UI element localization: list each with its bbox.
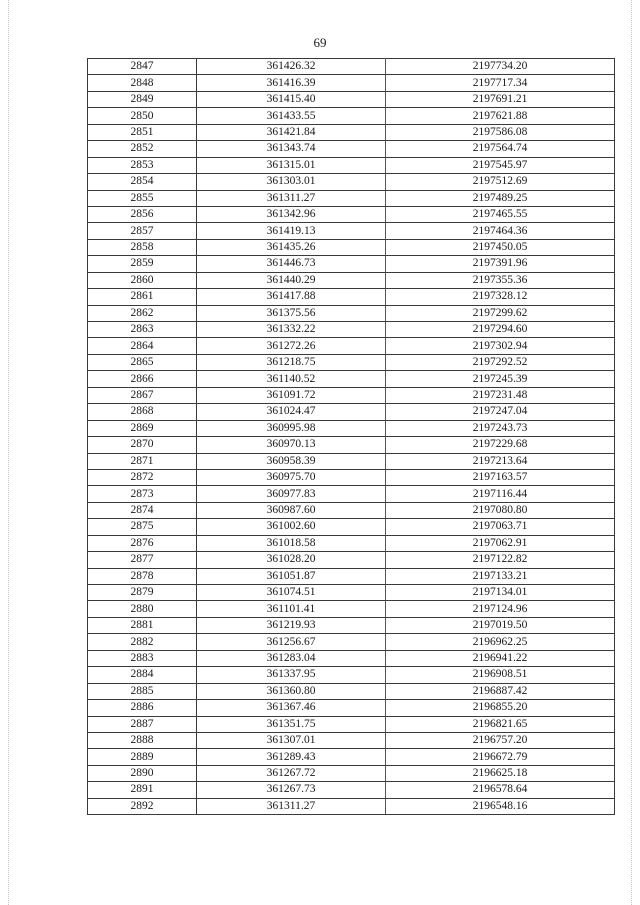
- table-row: [88, 782, 615, 798]
- point-number: 2881: [88, 617, 197, 633]
- point-number: 2882: [88, 634, 197, 650]
- point-number: 2885: [88, 683, 197, 699]
- y-coordinate: 2196578.64: [386, 782, 615, 798]
- table-row: [88, 502, 615, 518]
- x-coordinate: 361272.26: [197, 338, 386, 354]
- x-coordinate: 361332.22: [197, 322, 386, 338]
- x-coordinate: 361303.01: [197, 174, 386, 190]
- table-row: [88, 404, 615, 420]
- table-row: [88, 585, 615, 601]
- x-coordinate: 361051.87: [197, 568, 386, 584]
- y-coordinate: 2197243.73: [386, 420, 615, 436]
- point-number: 2880: [88, 601, 197, 617]
- point-number: 2872: [88, 469, 197, 485]
- point-number: 2892: [88, 798, 197, 814]
- coordinate-table: [87, 58, 615, 815]
- point-number: 2847: [88, 59, 197, 75]
- x-coordinate: 361342.96: [197, 206, 386, 222]
- point-number: 2857: [88, 223, 197, 239]
- y-coordinate: 2197134.01: [386, 585, 615, 601]
- table-row: [88, 749, 615, 765]
- page-number: 69: [313, 35, 327, 50]
- y-coordinate: 2197734.20: [386, 59, 615, 75]
- point-number: 2877: [88, 552, 197, 568]
- table-row: [88, 667, 615, 683]
- point-number: 2870: [88, 437, 197, 453]
- x-coordinate: 361018.58: [197, 535, 386, 551]
- y-coordinate: 2197302.94: [386, 338, 615, 354]
- y-coordinate: 2197292.52: [386, 354, 615, 370]
- y-coordinate: 2196908.51: [386, 667, 615, 683]
- point-number: 2889: [88, 749, 197, 765]
- table-row: [88, 289, 615, 305]
- y-coordinate: 2197247.04: [386, 404, 615, 420]
- point-number: 2861: [88, 289, 197, 305]
- table-row: [88, 354, 615, 370]
- x-coordinate: 361267.72: [197, 765, 386, 781]
- point-number: 2883: [88, 650, 197, 666]
- scan-edge-right: [631, 0, 634, 905]
- point-number: 2854: [88, 174, 197, 190]
- y-coordinate: 2197133.21: [386, 568, 615, 584]
- x-coordinate: 361311.27: [197, 190, 386, 206]
- table-row: [88, 91, 615, 107]
- table-row: [88, 469, 615, 485]
- point-number: 2886: [88, 700, 197, 716]
- y-coordinate: 2197062.91: [386, 535, 615, 551]
- x-coordinate: 361101.41: [197, 601, 386, 617]
- point-number: 2852: [88, 141, 197, 157]
- table-row: [88, 453, 615, 469]
- table-row: [88, 256, 615, 272]
- x-coordinate: 361289.43: [197, 749, 386, 765]
- x-coordinate: 361219.93: [197, 617, 386, 633]
- x-coordinate: 361140.52: [197, 371, 386, 387]
- x-coordinate: 361367.46: [197, 700, 386, 716]
- y-coordinate: 2196757.20: [386, 732, 615, 748]
- table-row: [88, 683, 615, 699]
- point-number: 2873: [88, 486, 197, 502]
- table-row: [88, 338, 615, 354]
- x-coordinate: 360975.70: [197, 469, 386, 485]
- point-number: 2874: [88, 502, 197, 518]
- table-row: [88, 322, 615, 338]
- x-coordinate: 361337.95: [197, 667, 386, 683]
- table-row: [88, 535, 615, 551]
- point-number: 2858: [88, 239, 197, 255]
- point-number: 2869: [88, 420, 197, 436]
- table-row: [88, 124, 615, 140]
- y-coordinate: 2196941.22: [386, 650, 615, 666]
- x-coordinate: 361419.13: [197, 223, 386, 239]
- table-row: [88, 141, 615, 157]
- y-coordinate: 2197586.08: [386, 124, 615, 140]
- point-number: 2888: [88, 732, 197, 748]
- y-coordinate: 2196625.18: [386, 765, 615, 781]
- point-number: 2856: [88, 206, 197, 222]
- table-row: [88, 634, 615, 650]
- point-number: 2848: [88, 75, 197, 91]
- x-coordinate: 361446.73: [197, 256, 386, 272]
- x-coordinate: 361416.39: [197, 75, 386, 91]
- table-row: [88, 700, 615, 716]
- point-number: 2879: [88, 585, 197, 601]
- y-coordinate: 2197122.82: [386, 552, 615, 568]
- table-row: [88, 732, 615, 748]
- table-row: [88, 420, 615, 436]
- x-coordinate: 361091.72: [197, 387, 386, 403]
- y-coordinate: 2196887.42: [386, 683, 615, 699]
- y-coordinate: 2196672.79: [386, 749, 615, 765]
- y-coordinate: 2197512.69: [386, 174, 615, 190]
- point-number: 2891: [88, 782, 197, 798]
- table-row: [88, 798, 615, 814]
- y-coordinate: 2197489.25: [386, 190, 615, 206]
- x-coordinate: 361256.67: [197, 634, 386, 650]
- table-row: [88, 59, 615, 75]
- table-row: [88, 371, 615, 387]
- point-number: 2859: [88, 256, 197, 272]
- table-row: [88, 765, 615, 781]
- x-coordinate: 360987.60: [197, 502, 386, 518]
- point-number: 2890: [88, 765, 197, 781]
- point-number: 2866: [88, 371, 197, 387]
- point-number: 2868: [88, 404, 197, 420]
- x-coordinate: 361375.56: [197, 305, 386, 321]
- y-coordinate: 2197213.64: [386, 453, 615, 469]
- point-number: 2849: [88, 91, 197, 107]
- table-row: [88, 75, 615, 91]
- coordinate-table-body: [88, 59, 615, 815]
- x-coordinate: 361415.40: [197, 91, 386, 107]
- y-coordinate: 2197391.96: [386, 256, 615, 272]
- y-coordinate: 2197328.12: [386, 289, 615, 305]
- x-coordinate: 361283.04: [197, 650, 386, 666]
- point-number: 2855: [88, 190, 197, 206]
- table-row: [88, 486, 615, 502]
- point-number: 2865: [88, 354, 197, 370]
- x-coordinate: 360958.39: [197, 453, 386, 469]
- y-coordinate: 2197717.34: [386, 75, 615, 91]
- point-number: 2878: [88, 568, 197, 584]
- table-row: [88, 206, 615, 222]
- y-coordinate: 2197691.21: [386, 91, 615, 107]
- point-number: 2884: [88, 667, 197, 683]
- x-coordinate: 360970.13: [197, 437, 386, 453]
- point-number: 2862: [88, 305, 197, 321]
- x-coordinate: 361421.84: [197, 124, 386, 140]
- y-coordinate: 2197080.80: [386, 502, 615, 518]
- table-row: [88, 617, 615, 633]
- table-row: [88, 174, 615, 190]
- x-coordinate: 361307.01: [197, 732, 386, 748]
- y-coordinate: 2197464.36: [386, 223, 615, 239]
- x-coordinate: 361433.55: [197, 108, 386, 124]
- x-coordinate: 361360.80: [197, 683, 386, 699]
- table-row: [88, 519, 615, 535]
- y-coordinate: 2197063.71: [386, 519, 615, 535]
- table-row: [88, 437, 615, 453]
- y-coordinate: 2197465.55: [386, 206, 615, 222]
- table-row: [88, 157, 615, 173]
- x-coordinate: 361343.74: [197, 141, 386, 157]
- y-coordinate: 2197124.96: [386, 601, 615, 617]
- y-coordinate: 2197294.60: [386, 322, 615, 338]
- table-row: [88, 650, 615, 666]
- y-coordinate: 2197019.50: [386, 617, 615, 633]
- point-number: 2876: [88, 535, 197, 551]
- table-row: [88, 223, 615, 239]
- point-number: 2875: [88, 519, 197, 535]
- table-row: [88, 716, 615, 732]
- table-row: [88, 601, 615, 617]
- point-number: 2853: [88, 157, 197, 173]
- y-coordinate: 2197355.36: [386, 272, 615, 288]
- y-coordinate: 2197299.62: [386, 305, 615, 321]
- y-coordinate: 2197231.48: [386, 387, 615, 403]
- point-number: 2851: [88, 124, 197, 140]
- point-number: 2863: [88, 322, 197, 338]
- y-coordinate: 2197545.97: [386, 157, 615, 173]
- y-coordinate: 2197245.39: [386, 371, 615, 387]
- y-coordinate: 2197621.88: [386, 108, 615, 124]
- point-number: 2860: [88, 272, 197, 288]
- table-row: [88, 108, 615, 124]
- table-row: [88, 272, 615, 288]
- x-coordinate: 361426.32: [197, 59, 386, 75]
- table-row: [88, 568, 615, 584]
- y-coordinate: 2197450.05: [386, 239, 615, 255]
- x-coordinate: 361267.73: [197, 782, 386, 798]
- x-coordinate: 361311.27: [197, 798, 386, 814]
- point-number: 2864: [88, 338, 197, 354]
- y-coordinate: 2197564.74: [386, 141, 615, 157]
- y-coordinate: 2197116.44: [386, 486, 615, 502]
- x-coordinate: 361218.75: [197, 354, 386, 370]
- table-row: [88, 552, 615, 568]
- x-coordinate: 361074.51: [197, 585, 386, 601]
- x-coordinate: 361002.60: [197, 519, 386, 535]
- x-coordinate: 360995.98: [197, 420, 386, 436]
- scan-edge-left: [8, 0, 11, 905]
- y-coordinate: 2196821.65: [386, 716, 615, 732]
- x-coordinate: 361435.26: [197, 239, 386, 255]
- x-coordinate: 361315.01: [197, 157, 386, 173]
- point-number: 2887: [88, 716, 197, 732]
- x-coordinate: 361417.88: [197, 289, 386, 305]
- point-number: 2871: [88, 453, 197, 469]
- table-row: [88, 239, 615, 255]
- y-coordinate: 2196855.20: [386, 700, 615, 716]
- table-row: [88, 190, 615, 206]
- x-coordinate: 360977.83: [197, 486, 386, 502]
- y-coordinate: 2196548.16: [386, 798, 615, 814]
- x-coordinate: 361028.20: [197, 552, 386, 568]
- table-row: [88, 305, 615, 321]
- point-number: 2867: [88, 387, 197, 403]
- table-row: [88, 387, 615, 403]
- y-coordinate: 2197229.68: [386, 437, 615, 453]
- x-coordinate: 361351.75: [197, 716, 386, 732]
- y-coordinate: 2196962.25: [386, 634, 615, 650]
- point-number: 2850: [88, 108, 197, 124]
- y-coordinate: 2197163.57: [386, 469, 615, 485]
- x-coordinate: 361440.29: [197, 272, 386, 288]
- x-coordinate: 361024.47: [197, 404, 386, 420]
